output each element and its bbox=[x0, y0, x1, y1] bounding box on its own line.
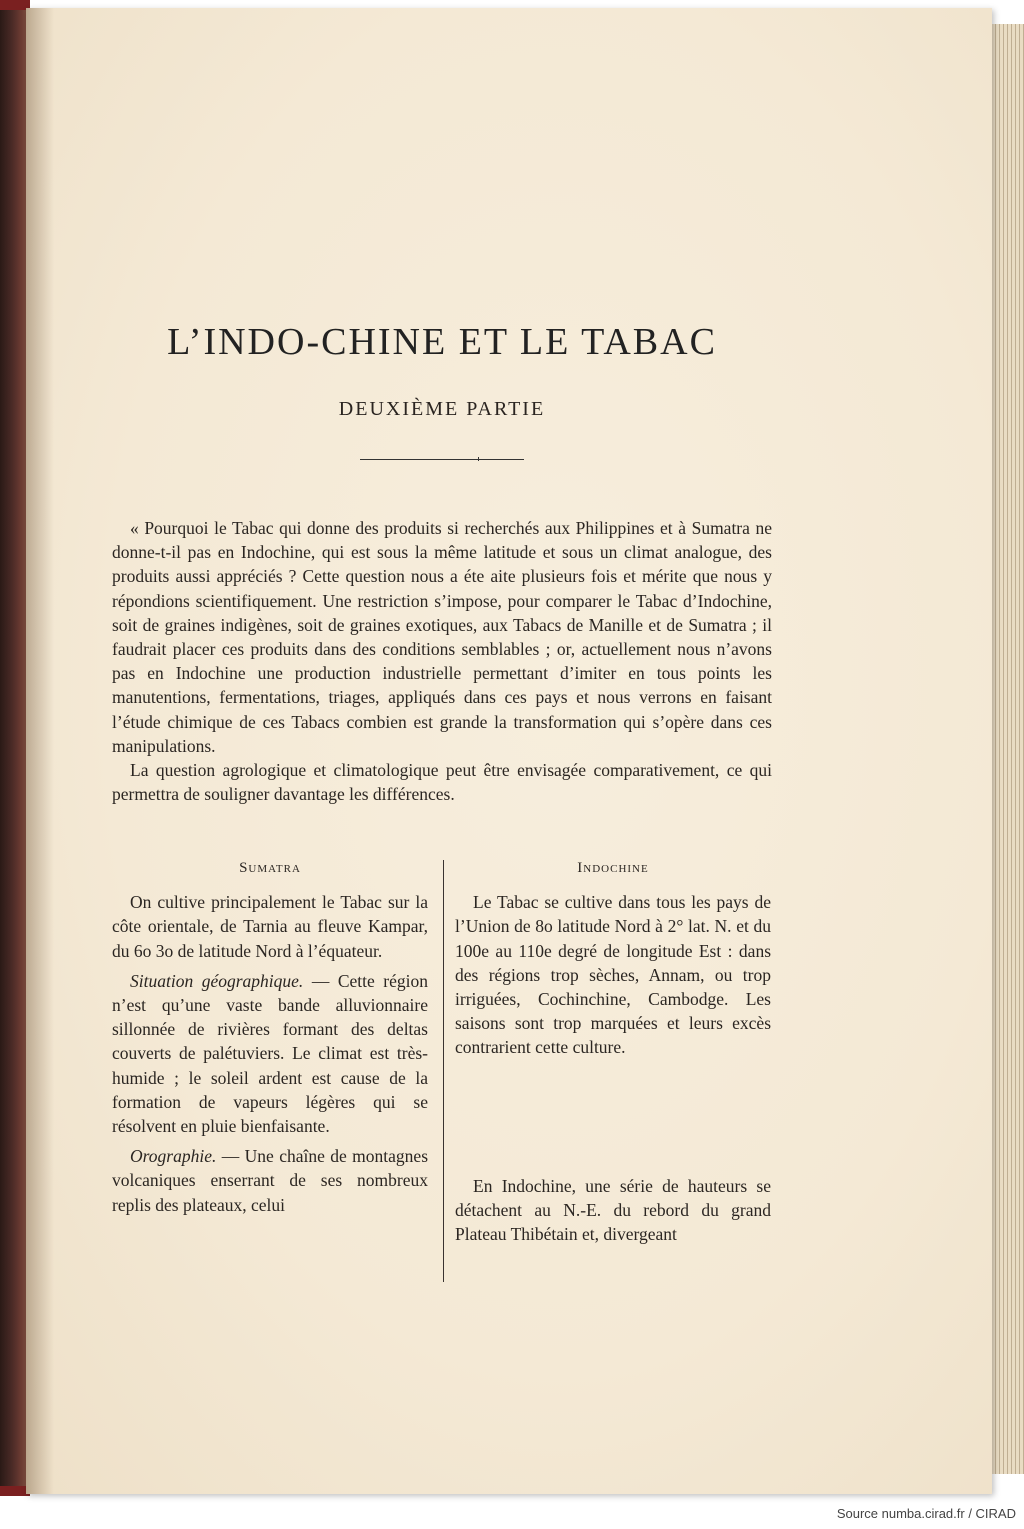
article-subtitle: DEUXIÈME PARTIE bbox=[338, 398, 546, 420]
title-separator-rule bbox=[360, 459, 524, 460]
column-paragraph bbox=[112, 1144, 428, 1217]
article-title: L’INDO-CHINE ET LE TABAC bbox=[167, 321, 717, 363]
column-divider bbox=[443, 860, 444, 1282]
page-gutter-shadow bbox=[26, 8, 54, 1494]
column-paragraph bbox=[112, 969, 428, 1138]
column-paragraph: En Indochine, une série de hauteurs se détachent au N.-E. du rebord du grand Plateau Thibétain et, divergeant bbox=[455, 1175, 771, 1245]
intro-paragraph: La question agrologique et climatologique peut être envisagée comparativement, ce qui permettra de souligner davantage les différences. bbox=[112, 760, 772, 805]
column-indochine bbox=[455, 856, 771, 1252]
column-spacer bbox=[455, 1066, 771, 1174]
paragraph-text: — Une chaîne de montagnes volcaniques enserrant de ses nombreux replis des plateaux, celui bbox=[112, 1146, 428, 1215]
column-heading: Sumatra bbox=[239, 860, 301, 876]
column-paragraph: On cultive principalement le Tabac sur la côte orientale, de Tarnia au fleuve Kampar, du 6o 3o de latitude Nord à l’équateur. bbox=[112, 892, 428, 961]
comparison-columns bbox=[112, 856, 772, 1286]
scanned-page bbox=[26, 8, 992, 1494]
column-heading: Indochine bbox=[577, 860, 649, 876]
column-paragraph: Le Tabac se cultive dans tous les pays de l’Union de 8o latitude Nord à 2° lat. N. et du 100e au 110e degré de longitude Est : dans des régions trop sèches, Annam, ou trop irriguées, Cochinchine, Cambodge. Les saisons sont trop marquées et leurs excès contrarient cette culture. bbox=[455, 892, 771, 1058]
paragraph-label: Orographie. bbox=[130, 1146, 217, 1167]
column-sumatra bbox=[112, 856, 428, 1223]
intro-section bbox=[112, 516, 772, 806]
intro-paragraph: « Pourquoi le Tabac qui donne des produits si recherchés aux Philippines et à Sumatra ne donne-t-il pas en Indochine, qui est sous la même latitude et sous un climat analogue, des produits aussi appréciés ? Cette question nous a éte aite plusieurs fois et mérite que nous y répondions scientifiquement. Une restriction s’impose, pour comparer le Tabac d’Indochine, soit de graines indigènes, soit de graines exotiques, aux Tabacs de Manille et de Sumatra ; il faudrait placer ces produits dans des conditions semblables ; or, actuellement nous n’avons pas en Indochine une production industrielle permettant d’imiter en tous points les manutentions, fermentations, triages, appliqués dans ces pays et nous verrons en faisant l’étude chimique de ces Tabacs combien est grande la transformation qui s’opère dans ces manipulations. bbox=[112, 518, 772, 756]
paragraph-label: Situation géographique. bbox=[130, 970, 304, 991]
source-caption: Source numba.cirad.fr / CIRAD bbox=[836, 1506, 1016, 1521]
paragraph-text: — Cette région n’est qu’une vaste bande alluvionnaire sillonnée de rivières formant des deltas couverts de palétuviers. Le climat est très-humide ; le soleil ardent est cause de la formation de vapeurs légères qui se résolvent en pluie bienfaisante. bbox=[112, 970, 429, 1137]
